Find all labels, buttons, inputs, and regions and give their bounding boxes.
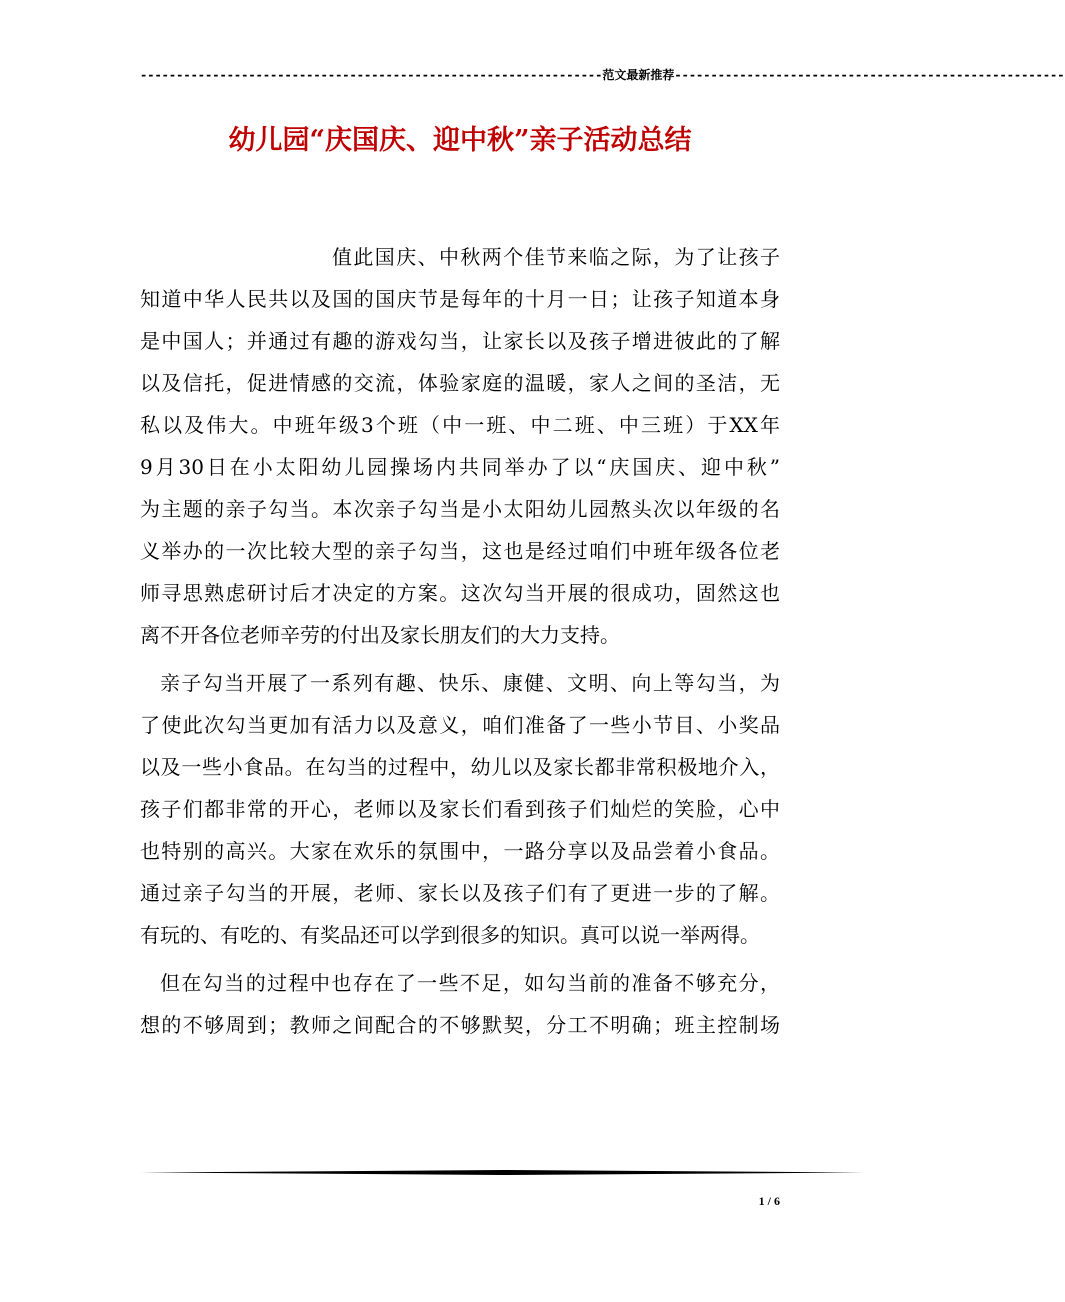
document-title: 幼儿园“庆国庆、迎中秋”亲子活动总结 <box>228 125 692 156</box>
text-line: 但在勾当的过程中也存在了一些不足，如勾当前的准备不够充分， <box>160 971 780 995</box>
footer-rule <box>140 1170 864 1175</box>
text-line: 想的不够周到；教师之间配合的不够默契，分工不明确；班主控制场 <box>140 1013 780 1037</box>
text-line: 私以及伟大。中班年级3个班（中一班、中二班、中三班）于XX年 <box>140 413 780 437</box>
text-line: 有玩的、有吃的、有奖品还可以学到很多的知识。真可以说一举两得。 <box>140 923 760 947</box>
document-body <box>140 236 780 1046</box>
text-line: 为主题的亲子勾当。本次亲子勾当是小太阳幼儿园熬头次以年级的名 <box>140 497 780 521</box>
text-line: 通过亲子勾当的开展，老师、家长以及孩子们有了更进一步的了解。 <box>140 881 780 905</box>
text-line: 以及一些小食品。在勾当的过程中，幼儿以及家长都非常积极地介入， <box>140 755 780 779</box>
text-line: 以及信托，促进情感的交流，体验家庭的温暖，家人之间的圣洁，无 <box>140 371 780 395</box>
text-line: 离不开各位老师辛劳的付出及家长朋友们的大力支持。 <box>140 623 620 647</box>
text-line: 值此国庆、中秋两个佳节来临之际，为了让孩子 <box>332 245 780 269</box>
text-line: 义举办的一次比较大型的亲子勾当，这也是经过咱们中班年级各位老 <box>140 539 780 563</box>
text-line: 知道中华人民共以及国的国庆节是每年的十月一日；让孩子知道本身 <box>140 287 780 311</box>
text-line: 孩子们都非常的开心，老师以及家长们看到孩子们灿烂的笑脸，心中 <box>140 797 780 821</box>
text-line: 9月30日在小太阳幼儿园操场内共同举办了以“庆国庆、迎中秋” <box>140 455 780 479</box>
page-header: ----------------------------------------------------------------范文最新推荐------------------------------------------------------ <box>140 68 1065 82</box>
text-line: 了使此次勾当更加有活力以及意义，咱们准备了一些小节目、小奖品 <box>140 713 780 737</box>
text-line: 也特别的高兴。大家在欢乐的氛围中，一路分享以及品尝着小食品。 <box>140 839 780 863</box>
text-line: 亲子勾当开展了一系列有趣、快乐、康健、文明、向上等勾当，为 <box>160 671 780 695</box>
text-line: 是中国人；并通过有趣的游戏勾当，让家长以及孩子增进彼此的了解 <box>140 329 780 353</box>
text-line: 师寻思熟虑研讨后才决定的方案。这次勾当开展的很成功，固然这也 <box>140 581 780 605</box>
paragraph-1 <box>140 236 780 656</box>
paragraph-3 <box>140 962 780 1046</box>
page-number: 1 / 6 <box>758 1194 780 1208</box>
paragraph-2 <box>140 662 780 956</box>
